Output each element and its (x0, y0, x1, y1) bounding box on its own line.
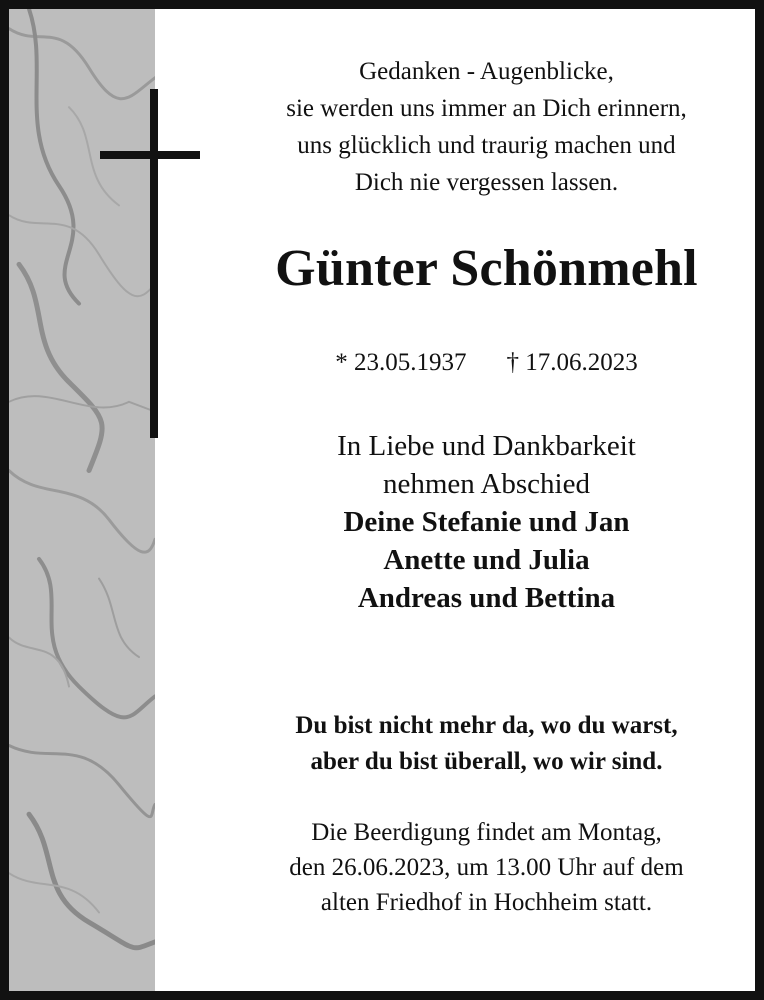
cross-vertical-bar (150, 89, 158, 438)
mourners-block (209, 427, 764, 617)
funeral-line: den 26.06.2023, um 13.00 Uhr auf dem (289, 854, 684, 881)
death-date: † 17.06.2023 (506, 349, 638, 376)
quote-line: Du bist nicht mehr da, wo du warst, (295, 712, 678, 739)
mourning-intro-line: In Liebe und Dankbarkeit (337, 430, 636, 462)
deceased-name: Günter Schönmehl (275, 240, 698, 297)
mourner-names: Anette und Julia (383, 544, 590, 576)
poem-line: sie werden uns immer an Dich erinnern, (286, 95, 687, 122)
mourner-names: Andreas und Bettina (357, 582, 616, 614)
birth-date: * 23.05.1937 (335, 349, 467, 376)
life-dates (209, 345, 764, 381)
mourner-names: Deine Stefanie und Jan (343, 506, 630, 538)
mourning-intro-line: nehmen Abschied (383, 468, 590, 500)
quote (209, 708, 764, 780)
funeral-line: Die Beerdigung findet am Montag, (311, 819, 662, 846)
quote-line: aber du bist überall, wo wir sind. (310, 748, 663, 775)
funeral-line: alten Friedhof in Hochheim statt. (320, 889, 653, 916)
poem-line: uns glücklich und traurig machen und (297, 132, 676, 159)
cross-horizontal-bar (100, 151, 200, 159)
poem-line: Dich nie vergessen lassen. (354, 169, 619, 196)
funeral-info (209, 815, 764, 920)
poem (209, 53, 764, 201)
poem-line: Gedanken - Augenblicke, (359, 58, 614, 85)
